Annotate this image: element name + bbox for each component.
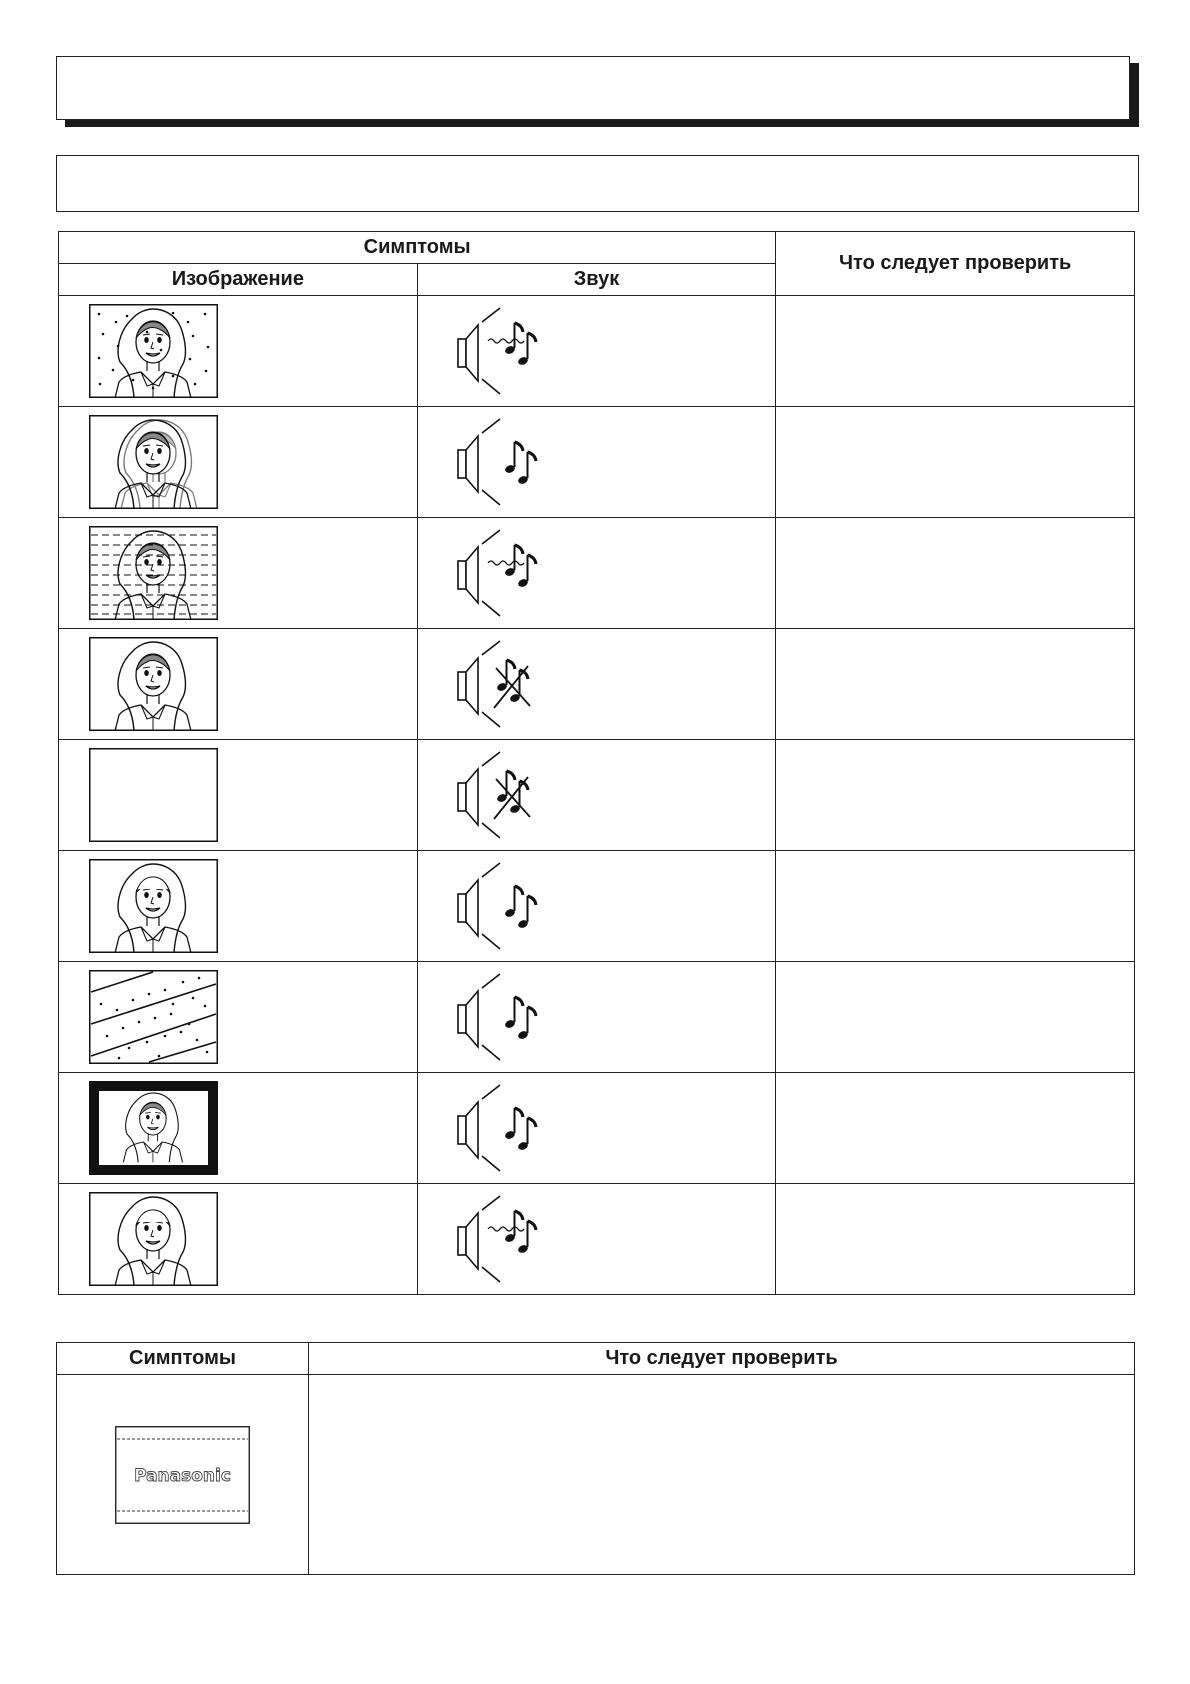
face-no-colour-icon — [89, 859, 218, 953]
table-header-row — [57, 1343, 1135, 1375]
header-what-to-check: Что следует проверить — [776, 232, 1135, 296]
face-normal-icon — [89, 637, 218, 731]
what-to-check-cell — [776, 740, 1135, 851]
table-row — [59, 407, 1135, 518]
troubleshooting-table — [58, 231, 1135, 1295]
image-symptom-cell — [59, 851, 418, 962]
troubleshooting-table-2 — [56, 1342, 1135, 1575]
logo-screen-icon — [115, 1426, 250, 1524]
image-symptom-cell — [59, 740, 418, 851]
blank-screen-icon — [89, 748, 218, 842]
music-muted-icon — [446, 634, 546, 734]
what-to-check-cell — [776, 962, 1135, 1073]
table-header-row — [59, 232, 1135, 264]
symptom-cell — [57, 1375, 309, 1575]
table-row — [59, 629, 1135, 740]
music-distorted-icon — [446, 301, 546, 401]
music-normal-icon — [446, 412, 546, 512]
image-symptom-cell — [59, 518, 418, 629]
music-distorted-icon — [446, 523, 546, 623]
table-row — [59, 296, 1135, 407]
music-normal-icon — [446, 1078, 546, 1178]
what-to-check-cell — [309, 1375, 1135, 1575]
face-black-border-icon — [89, 1081, 218, 1175]
table-row — [59, 740, 1135, 851]
section-title-box — [56, 56, 1130, 120]
music-muted-icon — [446, 745, 546, 845]
music-normal-icon — [446, 967, 546, 1067]
sound-symptom-cell — [417, 740, 776, 851]
music-normal-icon — [446, 856, 546, 956]
header-symptoms: Симптомы — [59, 232, 776, 264]
table-row — [59, 962, 1135, 1073]
table-row — [59, 1073, 1135, 1184]
what-to-check-cell — [776, 407, 1135, 518]
table-row — [57, 1375, 1135, 1575]
image-symptom-cell — [59, 962, 418, 1073]
image-symptom-cell — [59, 1184, 418, 1295]
face-no-colour-icon — [89, 1192, 218, 1286]
image-symptom-cell — [59, 407, 418, 518]
sound-symptom-cell — [417, 962, 776, 1073]
sound-symptom-cell — [417, 518, 776, 629]
what-to-check-cell — [776, 296, 1135, 407]
face-dotted-noise-icon — [89, 304, 218, 398]
header-sound: Звук — [417, 264, 776, 296]
image-symptom-cell — [59, 296, 418, 407]
table-row — [59, 1184, 1135, 1295]
section-intro-box — [56, 155, 1139, 212]
sound-symptom-cell — [417, 629, 776, 740]
panasonic-logo: Panasonic — [134, 1465, 231, 1486]
table-row — [59, 851, 1135, 962]
header-what-to-check: Что следует проверить — [309, 1343, 1135, 1375]
what-to-check-cell — [776, 851, 1135, 962]
what-to-check-cell — [776, 518, 1135, 629]
sound-symptom-cell — [417, 1073, 776, 1184]
sound-symptom-cell — [417, 296, 776, 407]
table-row — [59, 518, 1135, 629]
sound-symptom-cell — [417, 851, 776, 962]
face-ghost-double-icon — [89, 415, 218, 509]
image-symptom-cell — [59, 1073, 418, 1184]
image-symptom-cell — [59, 629, 418, 740]
sound-symptom-cell — [417, 1184, 776, 1295]
diagonal-stripes-noise-icon — [89, 970, 218, 1064]
what-to-check-cell — [776, 629, 1135, 740]
header-symptoms: Симптомы — [57, 1343, 309, 1375]
header-image: Изображение — [59, 264, 418, 296]
face-dashed-lines-icon — [89, 526, 218, 620]
music-distorted-icon — [446, 1189, 546, 1289]
what-to-check-cell — [776, 1184, 1135, 1295]
what-to-check-cell — [776, 1073, 1135, 1184]
sound-symptom-cell — [417, 407, 776, 518]
